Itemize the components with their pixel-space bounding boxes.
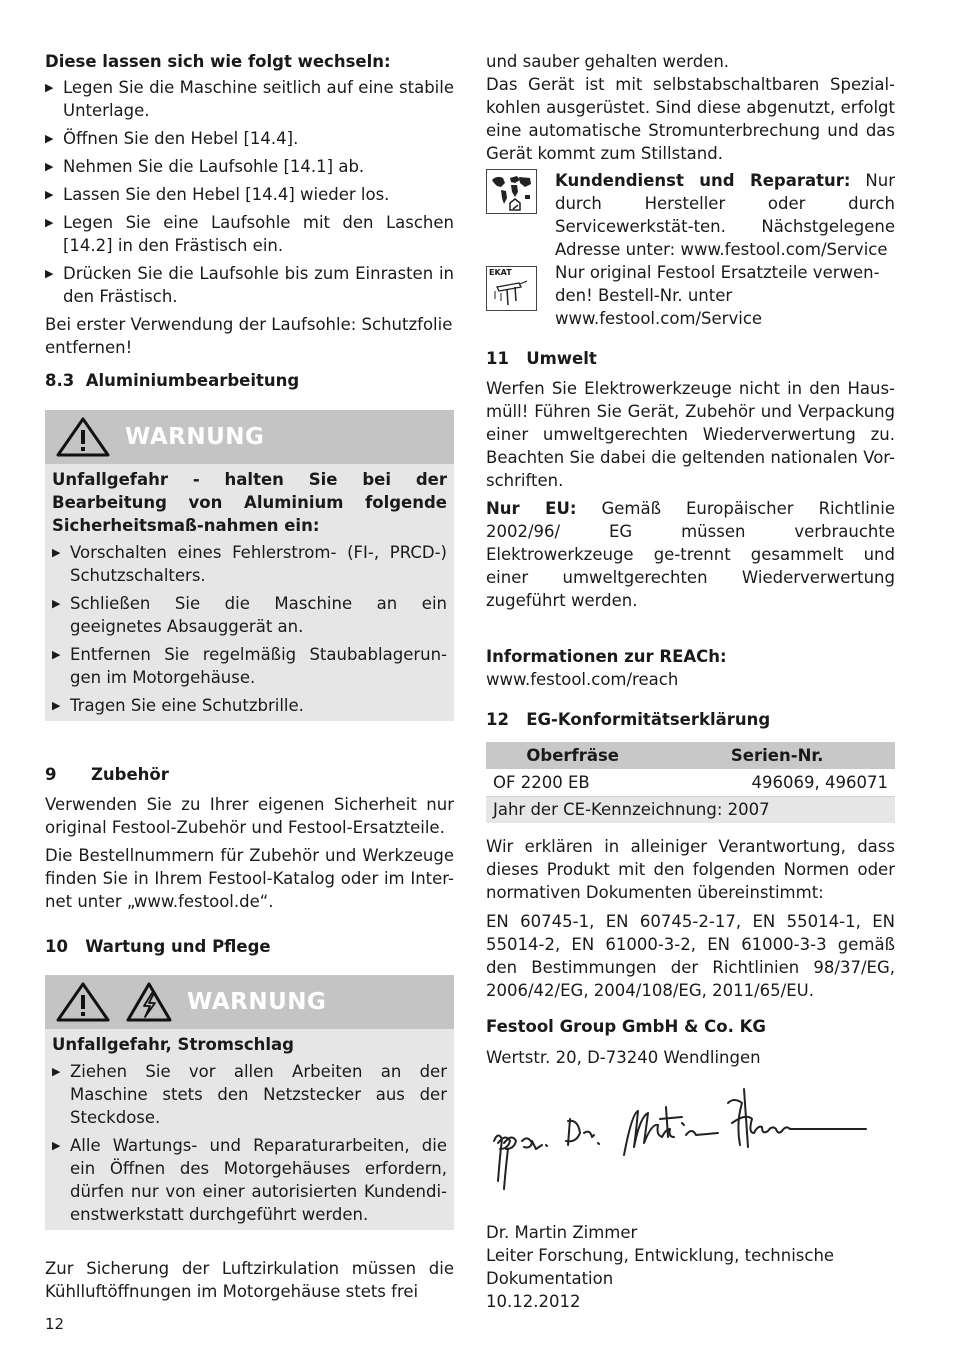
warning-title: WARNUNG: [125, 424, 265, 450]
service-block: [486, 169, 895, 261]
eu-text: Gemäß Europäischer Richtlinie 2002/96/ EG müssen verbrauchte Elektrowerkzeuge ge-trennt gesammelt und einer umweltgerechten Wiederverwertung zugeführt werden.: [486, 499, 895, 610]
signer-name: Dr. Martin Zimmer: [486, 1223, 638, 1242]
table-header-product: Oberfräse: [486, 742, 659, 769]
list-item: ▶ Alle Wartungs- und Reparaturarbeiten, die ein Öffnen des Motorgehäuses erfordern, dürfen nur von einer autorisierten Kundendi-enstwerkstatt durchgeführt werden.: [52, 1134, 447, 1226]
warning-header: [45, 410, 454, 464]
right-column: [486, 50, 895, 1313]
signer-role-line-1: Leiter Forschung, Entwicklung, technische: [486, 1246, 835, 1265]
world-service-icon: [486, 169, 537, 214]
warning-list: [52, 1060, 447, 1226]
section-10-heading: 10 Wartung und Pflege: [45, 937, 271, 956]
signature-date: 10.12.2012: [486, 1292, 581, 1311]
eu-label: Nur EU:: [486, 499, 577, 518]
table-row: [486, 796, 895, 823]
signer-role-line-2: Dokumentation: [486, 1269, 614, 1288]
warning-title: WARNUNG: [187, 989, 327, 1015]
list-item: ▶ Nehmen Sie die Laufsohle [14.1] ab.: [45, 155, 454, 178]
warning-list: [52, 541, 447, 717]
list-item: ▶ Drücken Sie die Laufsohle bis zum Einrasten in den Frästisch.: [45, 262, 454, 308]
list-item: ▶ Lassen Sie den Hebel [14.4] wieder los.: [45, 183, 454, 206]
warning-lead: Unfallgefahr, Stromschlag: [52, 1035, 294, 1054]
list-item: ▶ Schließen Sie die Maschine an ein geeignetes Absauggerät an.: [52, 592, 447, 638]
left-column: [45, 50, 454, 1303]
company-address: Wertstr. 20, D-73240 Wendlingen: [486, 1048, 761, 1067]
section-12-para-1: Wir erklären in alleiniger Verantwortung, dass dieses Produkt mit den folgenden Normen oder normativen Dokumenten übereinstimmt:: [486, 837, 895, 902]
warning-box-aluminium: [45, 410, 454, 721]
section-11-heading: 11 Umwelt: [486, 349, 597, 368]
section-9-para-1: Verwenden Sie zu Ihrer eigenen Sicherheit nur original Festool-Zubehör und Festool-Ersatzteile.: [45, 795, 454, 837]
warning-box-maintenance: [45, 975, 454, 1230]
spare-parts-block: [486, 261, 895, 330]
ekat-spare-parts-icon: [486, 266, 537, 311]
section-8-3-heading: 8.3 Aluminiumbearbeitung: [45, 371, 300, 390]
warning-triangle-icon: [55, 981, 111, 1023]
section-12-heading: 12 EG-Konformitätserklärung: [486, 710, 771, 729]
warning-body: [45, 464, 454, 717]
warning-header: [45, 975, 454, 1029]
section-11-para-1: Werfen Sie Elektrowerkzeuge nicht in den Haus-müll! Führen Sie Gerät, Zubehör und Verpackung einer umweltgerechten Wiederverwertung zu. Beachten Sie dabei die geltenden nationalen Vor-schriften.: [486, 379, 895, 490]
table-cell-ce-year: Jahr der CE-Kennzeichnung: 2007: [486, 796, 895, 823]
ekat-label: EKAT: [489, 268, 512, 277]
list-item: ▶ Ziehen Sie vor allen Arbeiten an der Maschine stets den Netzstecker aus der Steckdose.: [52, 1060, 447, 1129]
section-10-para: Zur Sicherung der Luftzirkulation müssen die Kühlluftöffnungen im Motorgehäuse stets frei: [45, 1259, 454, 1301]
table-row: [486, 769, 895, 796]
service-label: Kundendienst und Reparatur:: [555, 171, 851, 190]
reach-heading: Informationen zur REACh:: [486, 647, 727, 666]
section-9-heading: 9 Zubehör: [45, 765, 169, 784]
electric-shock-icon: [125, 981, 173, 1023]
page-number: 12: [45, 1315, 65, 1333]
conformity-table: [486, 742, 895, 823]
list-item: ▶ Öffnen Sie den Hebel [14.4].: [45, 127, 454, 150]
table-cell-model: OF 2200 EB: [486, 769, 659, 796]
warning-body: [45, 1029, 454, 1226]
spare-parts-text: Nur original Festool Ersatzteile verwen-den! Bestell-Nr. unter www.festool.com/Service: [555, 263, 880, 328]
section-11-para-2: [486, 497, 895, 612]
list-item: ▶ Legen Sie die Maschine seitlich auf eine stabile Unterlage.: [45, 76, 454, 122]
intro-heading: Diese lassen sich wie folgt wechseln:: [45, 52, 391, 71]
intro-note: Bei erster Verwendung der Laufsohle: Schutzfolie entfernen!: [45, 315, 453, 357]
list-item: ▶ Legen Sie eine Laufsohle mit den Laschen [14.2] in den Frästisch ein.: [45, 211, 454, 257]
signature: [486, 1083, 895, 1203]
intro-list: [45, 76, 454, 308]
reach-url: www.festool.com/reach: [486, 670, 679, 689]
section-9-para-2: Die Bestellnummern für Zubehör und Werkzeuge finden Sie in Ihrem Festool-Katalog oder im Inter-net unter „www.festool.de“.: [45, 846, 454, 911]
table-cell-serials: 496069, 496071: [659, 769, 895, 796]
service-body: Nur durch Hersteller oder durch Servicewerkstät-ten. Nächstgelegene Adresse unter: www.festool.com/Service: [555, 171, 895, 259]
list-item: ▶ Tragen Sie eine Schutzbrille.: [52, 694, 447, 717]
warning-lead: Unfallgefahr - halten Sie bei der Bearbeitung von Aluminium folgende Sicherheitsmaß-nahmen ein:: [52, 470, 447, 535]
table-header-serial: Serien-Nr.: [659, 742, 895, 769]
continued-para: und sauber gehalten werden.: [486, 52, 730, 71]
warning-triangle-icon: [55, 416, 111, 458]
carbon-brush-para: Das Gerät ist mit selbstabschaltbaren Spezial-kohlen ausgerüstet. Sind diese abgenutzt, erfolgt eine automatische Stromunterbrechung und das Gerät kommt zum Stillstand.: [486, 75, 895, 163]
service-text: [555, 169, 895, 261]
list-item: ▶ Vorschalten eines Fehlerstrom- (FI-, PRCD-) Schutzschalters.: [52, 541, 447, 587]
section-12-para-2: EN 60745-1, EN 60745-2-17, EN 55014-1, EN 55014-2, EN 61000-3-2, EN 61000-3-3 gemäß den Bestimmungen der Richtlinien 98/37/EG, 2006/42/EG, 2004/108/EG, 2011/65/EU.: [486, 912, 895, 1000]
list-item: ▶ Entfernen Sie regelmäßig Staubablagerun-gen im Motorgehäuse.: [52, 643, 447, 689]
company-name: Festool Group GmbH & Co. KG: [486, 1017, 766, 1036]
